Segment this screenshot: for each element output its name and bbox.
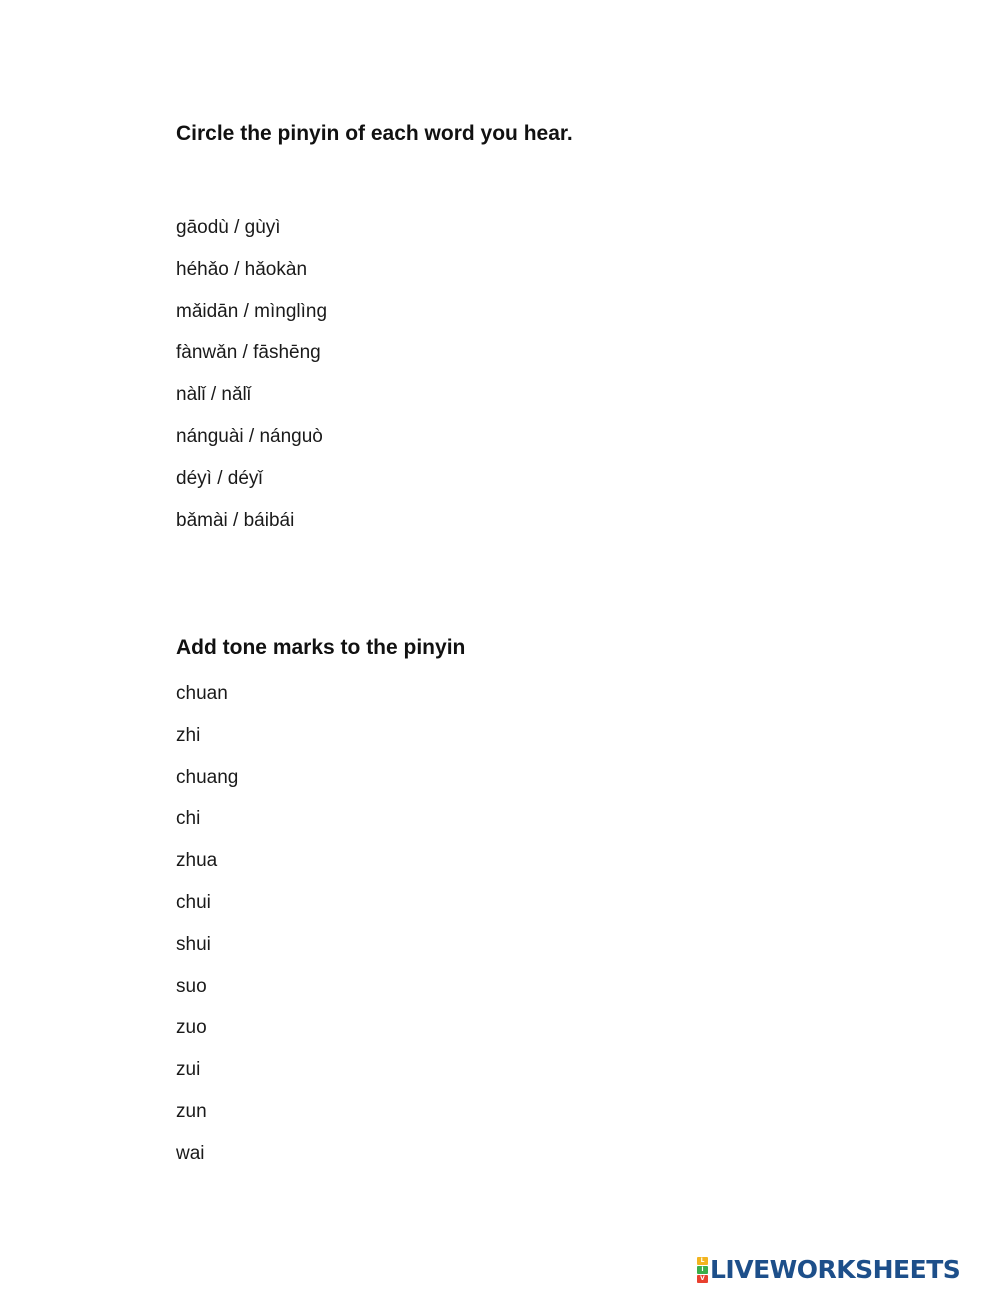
list-item: zhua [176,850,218,872]
list-item: zun [176,1100,207,1122]
section-heading-add-tone-marks: Add tone marks to the pinyin [176,636,466,659]
tone-marks-list [176,682,238,1184]
list-item: gāodù / gùyì [176,217,281,238]
section-heading-circle-pinyin: Circle the pinyin of each word you hear. [176,122,573,145]
logo-tiles-icon [697,1257,708,1283]
logo-tile: V [697,1275,708,1283]
list-item: mǎidān / mìnglìng [176,300,328,322]
list-item: déyì / déyǐ [176,467,263,489]
logo-tile: I [697,1266,708,1274]
list-item: chui [176,891,211,913]
circle-pinyin-list [176,216,327,550]
list-item: zui [176,1059,201,1081]
list-item: héhǎo / hǎokàn [176,258,308,280]
logo-tile: L [697,1257,708,1265]
list-item: zhi [176,724,201,746]
list-item: chuang [176,766,239,788]
liveworksheets-logo [697,1256,960,1284]
list-item: chuan [176,683,228,704]
list-item: fànwǎn / fāshēng [176,342,321,364]
logo-text: LIVEWORKSHEETS [710,1255,961,1284]
list-item: shui [176,933,211,955]
list-item: chi [176,808,201,830]
list-item: zuo [176,1017,207,1039]
list-item: nánguài / nánguò [176,425,323,447]
list-item: nàlǐ / nǎlǐ [176,384,251,406]
list-item: bǎmài / báibái [176,509,295,531]
list-item: wai [176,1142,205,1164]
list-item: suo [176,975,207,997]
